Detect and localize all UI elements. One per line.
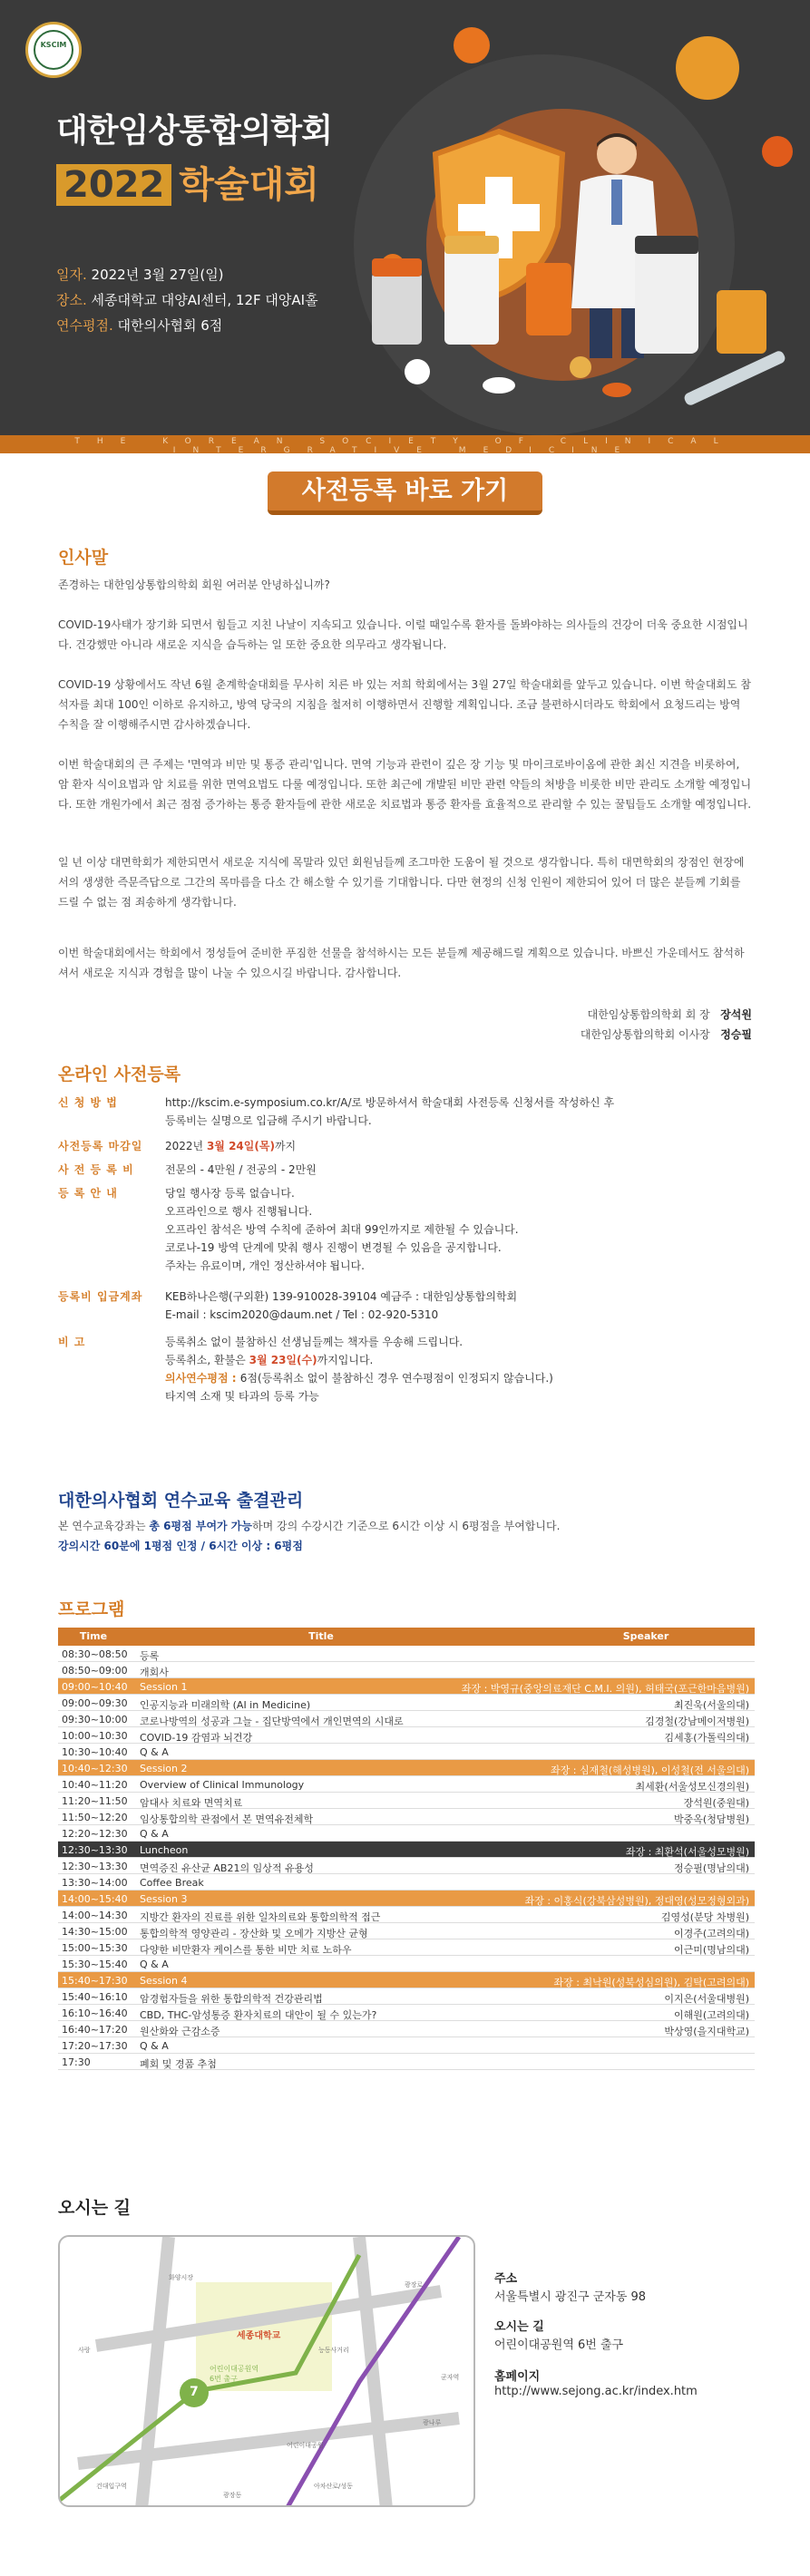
program-speaker: 장석원(중원대) bbox=[683, 1797, 749, 1809]
hero-banner bbox=[0, 0, 810, 435]
program-row bbox=[58, 1646, 755, 1662]
program-speaker: 이근미(명남의대) bbox=[674, 1944, 749, 1956]
program-row bbox=[58, 2021, 755, 2037]
program-row bbox=[58, 1825, 755, 1842]
program-time: 17:30 bbox=[62, 2056, 91, 2068]
credit-title: 대한의사협회 연수교육 출결관리 bbox=[58, 1491, 304, 1511]
virus-icon bbox=[676, 36, 739, 100]
program-speaker: 좌장 : 최낙원(성북성심의원), 김탁(고려의대) bbox=[553, 1977, 749, 1988]
program-speaker: 정승필(명남의대) bbox=[674, 1862, 749, 1874]
program-time: 09:00~10:40 bbox=[62, 1681, 128, 1693]
greeting-para-3: 이번 학술대회의 큰 주제는 '면역과 비만 및 통증 관리'입니다. 면역 기능과 관련이 깊은 장 기능 및 마이크로바이옴에 관한 최신 지견을 비롯하여, 암 환자 식이요법과 암 치료를 위한 면역요법도 다룰 예정입니다. 또한 최근에 개발된 비만 관련 약들의 처방을 비롯한 비만 관리도 소개할 예정입니다. 또한 개원가에서 최근 점점 증가하는 통증 환자들에 관한 새로운 치료법과 통증 환자를 효율적으로 관리할 수 있는 꿀팁들도 소개할 예정입니다. bbox=[58, 758, 752, 811]
program-speaker: 김영성(분당 차병원) bbox=[660, 1911, 749, 1923]
program-row bbox=[58, 1988, 755, 2005]
program-row bbox=[58, 1907, 755, 1923]
program-time: 08:50~09:00 bbox=[62, 1665, 128, 1677]
program-time: 08:30~08:50 bbox=[62, 1648, 128, 1660]
map-station-label: 어린이대공원역 6번 출구 bbox=[210, 2365, 259, 2383]
greeting-para-4: 일 년 이상 대면학회가 제한되면서 새로운 지식에 목말라 있던 회원님들께 조그마한 도움이 될 것으로 생각합니다. 특히 대면학회의 장점인 현장에서의 생생한 즉문즉답으로 그간의 목마름을 다소 간 해소할 수 있기를 기대합니다. 다만 현정의 신청 인원이 제한되어 있어 더 많은 분들께 기회를 드릴 수 없는 점 죄송하게 생각합니다. bbox=[58, 856, 745, 909]
homepage-link[interactable]: http://www.sejong.ac.kr/index.htm bbox=[494, 2385, 698, 2398]
program-time: 12:20~12:30 bbox=[62, 1828, 128, 1840]
program-speaker: 좌장 : 이홍식(강북삼성병원), 정대영(성모정형외과) bbox=[524, 1895, 749, 1907]
program-row bbox=[58, 1662, 755, 1678]
program-rows bbox=[58, 1646, 755, 2070]
event-date: 일자. 2022년 3월 27일(일) bbox=[56, 267, 224, 283]
program-topic: Overview of Clinical Immunology bbox=[140, 1779, 305, 1791]
program-topic: 암대사 치료와 면역치료 bbox=[140, 1797, 243, 1809]
program-topic: 인공지능과 미래의학 (AI in Medicine) bbox=[140, 1699, 311, 1711]
reg-deadline: 사전등록 마감일 2022년 3월 24일(목)까지 bbox=[58, 1140, 297, 1152]
address-value: 서울특별시 광진구 군자동 98 bbox=[494, 2290, 647, 2304]
program-topic: Q & A bbox=[140, 1746, 169, 1758]
program-time: 15:00~15:30 bbox=[62, 1942, 128, 1954]
route-label: 오시는 길 bbox=[494, 2320, 544, 2334]
program-time: 09:30~10:00 bbox=[62, 1714, 128, 1725]
program-session-row bbox=[58, 1842, 755, 1858]
program-time: 15:40~16:10 bbox=[62, 1991, 128, 2003]
program-title: 프로그램 bbox=[58, 1599, 125, 1619]
contact-email[interactable]: E-mail : kscim2020@daum.net / Tel : 02-920-5310 bbox=[165, 1308, 439, 1321]
logo-ring bbox=[34, 30, 73, 70]
program-time: 16:10~16:40 bbox=[62, 2007, 128, 2019]
program-speaker: 최진욱(서울의대) bbox=[674, 1699, 749, 1711]
program-row bbox=[58, 1874, 755, 1891]
route-value: 어린이대공원역 6번 출구 bbox=[494, 2338, 624, 2352]
reg-account: 등록비 입금계좌 KEB하나은행(구외환) 139-910028-39104 예금주 : 대한임상통합의학회 E-mail : kscim2020@daum.net / Tel : 02-920-5310 bbox=[58, 1288, 756, 1324]
greeting-para-0: 존경하는 대한임상통합의학회 회원 여러분 안녕하십니까? bbox=[58, 578, 330, 591]
homepage-label: 홈페이지 bbox=[494, 2370, 541, 2384]
map-campus-label: 세종대학교 bbox=[237, 2331, 281, 2341]
program-time: 13:30~14:00 bbox=[62, 1877, 128, 1889]
program-speaker: 좌장 : 최환석(서울성모병원) bbox=[625, 1846, 749, 1858]
signature-president: 대한임상통합의학회 회 장 장석원 bbox=[587, 1008, 752, 1021]
program-row bbox=[58, 1956, 755, 1972]
medicine-bottles-icon bbox=[354, 236, 807, 417]
reg-notice: 등 록 안 내 당일 행사장 등록 없습니다. 오프라인으로 행사 진행됩니다. 오프라인 참석은 방역 수칙에 준하여 최대 99인까지로 제한될 수 있습니다. 코로나-19 방역 단계에 맞춰 행사 진행이 변경될 수 있음을 공지합니다. 주차는 유료이며, 개인 정산하셔야 됩니다. bbox=[58, 1187, 519, 1272]
program-speaker: 이경주(고려의대) bbox=[674, 1928, 749, 1939]
program-topic: Session 2 bbox=[140, 1763, 188, 1774]
greeting-title: 인사말 bbox=[58, 548, 109, 568]
event-name: 학술대회 bbox=[179, 164, 319, 206]
program-topic: Coffee Break bbox=[140, 1877, 204, 1889]
map-place-label: 화양시장 bbox=[169, 2274, 194, 2281]
program-row bbox=[58, 2005, 755, 2021]
program-time: 11:50~12:20 bbox=[62, 1812, 128, 1823]
program-row bbox=[58, 1744, 755, 1760]
program-row bbox=[58, 1711, 755, 1727]
program-topic: 등록 bbox=[140, 1650, 160, 1662]
program-time: 11:20~11:50 bbox=[62, 1795, 128, 1807]
program-topic: 지방간 환자의 진료를 위한 일차의료와 통합의학적 접근 bbox=[140, 1911, 381, 1923]
campus-map[interactable] bbox=[58, 2235, 475, 2507]
program-row bbox=[58, 1727, 755, 1744]
program-row bbox=[58, 1858, 755, 1874]
program-time: 09:00~09:30 bbox=[62, 1697, 128, 1709]
event-year: 2022 bbox=[56, 164, 171, 206]
program-time: 10:30~10:40 bbox=[62, 1746, 128, 1758]
program-table bbox=[58, 1628, 755, 2070]
greeting-para-1: COVID-19사태가 장기화 되면서 힘들고 지친 나날이 지속되고 있습니다. 이럴 때일수록 환자를 돌봐야하는 의사들의 건강이 더욱 중요한 시점입니다. 건강했만 아니라 새로운 지식을 습득하는 일 또한 중요한 의무라고 생각됩니다. bbox=[58, 618, 748, 651]
program-time: 12:30~13:30 bbox=[62, 1861, 128, 1872]
map-place-label: 아차산로/성동 bbox=[314, 2483, 353, 2490]
map-place-label: 사랑 bbox=[78, 2347, 91, 2354]
program-topic: Q & A bbox=[140, 2040, 169, 2052]
program-row bbox=[58, 1695, 755, 1711]
program-topic: Session 3 bbox=[140, 1893, 188, 1905]
reg-method: 신 청 방 법 http://kscim.e-symposium.co.kr/A/로 방문하셔서 학술대회 사전등록 신청서를 작성하신 후 등록비는 실명으로 입금해 주시기 바랍니다. bbox=[58, 1094, 756, 1130]
program-time: 17:20~17:30 bbox=[62, 2040, 128, 2052]
credit-line1: 본 연수교육강좌는 총 6평점 부여가 가능하며 강의 수강시간 기준으로 6시간 이상 시 6평점을 부여합니다. bbox=[58, 1520, 561, 1532]
program-speaker: 이해원(고려의대) bbox=[674, 2009, 749, 2021]
program-topic: 통합의학적 영양관리 - 장산화 및 오메가 지방산 균형 bbox=[140, 1928, 368, 1939]
program-row bbox=[58, 1793, 755, 1809]
program-speaker: 김세홍(가톨릭의대) bbox=[664, 1732, 749, 1744]
program-topic: 임상통합의학 관점에서 본 면역유전체학 bbox=[140, 1813, 314, 1825]
directions-title: 오시는 길 bbox=[58, 2198, 132, 2218]
virus-icon bbox=[762, 136, 793, 167]
program-row bbox=[58, 1939, 755, 1956]
program-session-row bbox=[58, 1760, 755, 1776]
program-session-row bbox=[58, 1972, 755, 1988]
program-time: 14:30~15:00 bbox=[62, 1926, 128, 1938]
program-time: 16:40~17:20 bbox=[62, 2024, 128, 2036]
society-english-name: THE KOREAN SOCIETY OF CLINICAL INTERGRATIVE MEDICINE bbox=[74, 437, 736, 455]
program-topic: Q & A bbox=[140, 1828, 169, 1840]
program-topic: 암경험자들을 위한 통합의학적 건강관리법 bbox=[140, 1993, 323, 2005]
program-time: 15:30~15:40 bbox=[62, 1959, 128, 1970]
registration-url[interactable]: http://kscim.e-symposium.co.kr/A/로 방문하셔서 학술대회 사전등록 신청서를 작성하신 후 bbox=[165, 1096, 615, 1109]
registration-title: 온라인 사전등록 bbox=[58, 1064, 181, 1084]
program-row bbox=[58, 2037, 755, 2054]
greeting-para-5: 이번 학술대회에서는 학회에서 정성들여 준비한 푸짐한 선물을 참석하시는 모든 분들께 제공해드릴 계획으로 있습니다. 바쁘신 가운데서도 참석하셔서 새로운 지식과 경험을 많이 나눌 수 있으시길 바랍니다. 감사합니다. bbox=[58, 947, 745, 979]
program-time: 15:40~17:30 bbox=[62, 1975, 128, 1987]
program-session-row bbox=[58, 1891, 755, 1907]
reg-fee: 사 전 등 록 비 전문의 - 4만원 / 전공의 - 2만원 bbox=[58, 1163, 317, 1176]
program-topic: CBD, THC-암성통증 환자치료의 대안이 될 수 있는가? bbox=[140, 2009, 377, 2021]
program-row bbox=[58, 2054, 755, 2070]
society-name: 대한임상통합의학회 bbox=[56, 112, 332, 150]
program-topic: Q & A bbox=[140, 1959, 169, 1970]
program-row bbox=[58, 1809, 755, 1825]
program-topic: 코로나방역의 성공과 그늘 - 집단방역에서 개인면역의 시대로 bbox=[140, 1716, 404, 1727]
program-time: 10:40~11:20 bbox=[62, 1779, 128, 1791]
program-topic: 다양한 비만환자 케이스를 통한 비만 치료 노하우 bbox=[140, 1944, 352, 1956]
virus-icon bbox=[454, 27, 490, 63]
reg-remark: 비 고 등록취소 없이 불참하신 선생님들께는 책자를 우송해 드립니다. 등록취소, 환불은 3월 23일(수)까지입니다. 의사연수평점 : 6점(등록취소 없이 불참하신 경우 연수평점이 인정되지 않습니다.) 타지역 소재 및 타과의 등록 가능 bbox=[58, 1336, 553, 1403]
program-time: 10:40~12:30 bbox=[62, 1763, 128, 1774]
program-row bbox=[58, 1923, 755, 1939]
program-speaker: 김경철(강남메이저병원) bbox=[645, 1716, 749, 1727]
greeting-para-2: COVID-19 상황에서도 작년 6월 춘계학술대회를 무사히 치른 바 있는 저희 학회에서는 3월 27일 학술대회를 앞두고 있습니다. 이번 학술대회도 참석자를 최대 100인 이하로 유지하고, 방역 당국의 지침을 철저히 이행하면서 진행할 계획입니다. 조금 불편하시더라도 학회에서 요청드리는 방역 수칙을 잘 이행해주시면 감사하겠습니다. bbox=[58, 678, 752, 731]
program-time: 14:00~14:30 bbox=[62, 1910, 128, 1921]
event-place: 장소. 세종대학교 대양AI센터, 12F 대양AI홀 bbox=[56, 292, 318, 308]
program-time: 10:00~10:30 bbox=[62, 1730, 128, 1742]
program-topic: 폐회 및 경품 추첨 bbox=[140, 2058, 217, 2070]
event-credit: 연수평점. 대한의사협회 6점 bbox=[56, 317, 223, 334]
program-speaker: 좌장 : 박영규(중앙의료재단 C.M.I. 의원), 허태국(포근한마음병원) bbox=[461, 1683, 749, 1695]
program-speaker: 박상영(을지대학교) bbox=[664, 2026, 749, 2037]
program-table-header: Time Title Speaker bbox=[58, 1628, 755, 1646]
program-speaker: 최세환(서울성모신경의원) bbox=[635, 1781, 749, 1793]
program-topic: Luncheon bbox=[140, 1844, 189, 1856]
program-session-row bbox=[58, 1678, 755, 1695]
signature-chairman: 대한임상통합의학회 이사장 정승필 bbox=[580, 1028, 752, 1041]
program-topic: COVID-19 감염과 뇌건강 bbox=[140, 1732, 253, 1744]
program-speaker: 이지은(서울대병원) bbox=[664, 1993, 749, 2005]
society-logo bbox=[25, 22, 82, 78]
map-place-label: 광장동 bbox=[223, 2492, 242, 2499]
program-topic: 개회사 bbox=[140, 1667, 169, 1678]
program-topic: Session 1 bbox=[140, 1681, 188, 1693]
pre-registration-button[interactable]: 사전등록 바로 가기 bbox=[268, 471, 542, 515]
program-topic: Session 4 bbox=[140, 1975, 188, 1987]
map-line-number: 7 bbox=[190, 2385, 199, 2399]
address-label: 주소 bbox=[494, 2272, 518, 2286]
program-speaker: 좌장 : 심재철(해성병원), 이성철(전 서울의대) bbox=[551, 1764, 749, 1776]
program-speaker: 박중옥(청담병원) bbox=[674, 1813, 749, 1825]
logo-text: KSCIM bbox=[40, 41, 67, 49]
map-place-label: 광장로 bbox=[405, 2281, 424, 2289]
program-topic: 원산화와 근감소증 bbox=[140, 2026, 220, 2037]
program-time: 14:00~15:40 bbox=[62, 1893, 128, 1905]
map-place-label: 능동사거리 bbox=[318, 2347, 349, 2354]
map-place-label: 군자역 bbox=[441, 2374, 460, 2381]
map-place-label: 광나루 bbox=[423, 2419, 442, 2426]
program-row bbox=[58, 1776, 755, 1793]
map-place-label: 어린이대공원 bbox=[287, 2442, 324, 2449]
event-title bbox=[56, 156, 319, 208]
program-topic: 면역증진 유산균 AB21의 임상적 유용성 bbox=[140, 1862, 314, 1874]
program-time: 12:30~13:30 bbox=[62, 1844, 128, 1856]
credit-line2: 강의시간 60분에 1평점 인정 / 6시간 이상 : 6평점 bbox=[58, 1540, 303, 1552]
map-place-label: 건대입구역 bbox=[96, 2483, 127, 2490]
